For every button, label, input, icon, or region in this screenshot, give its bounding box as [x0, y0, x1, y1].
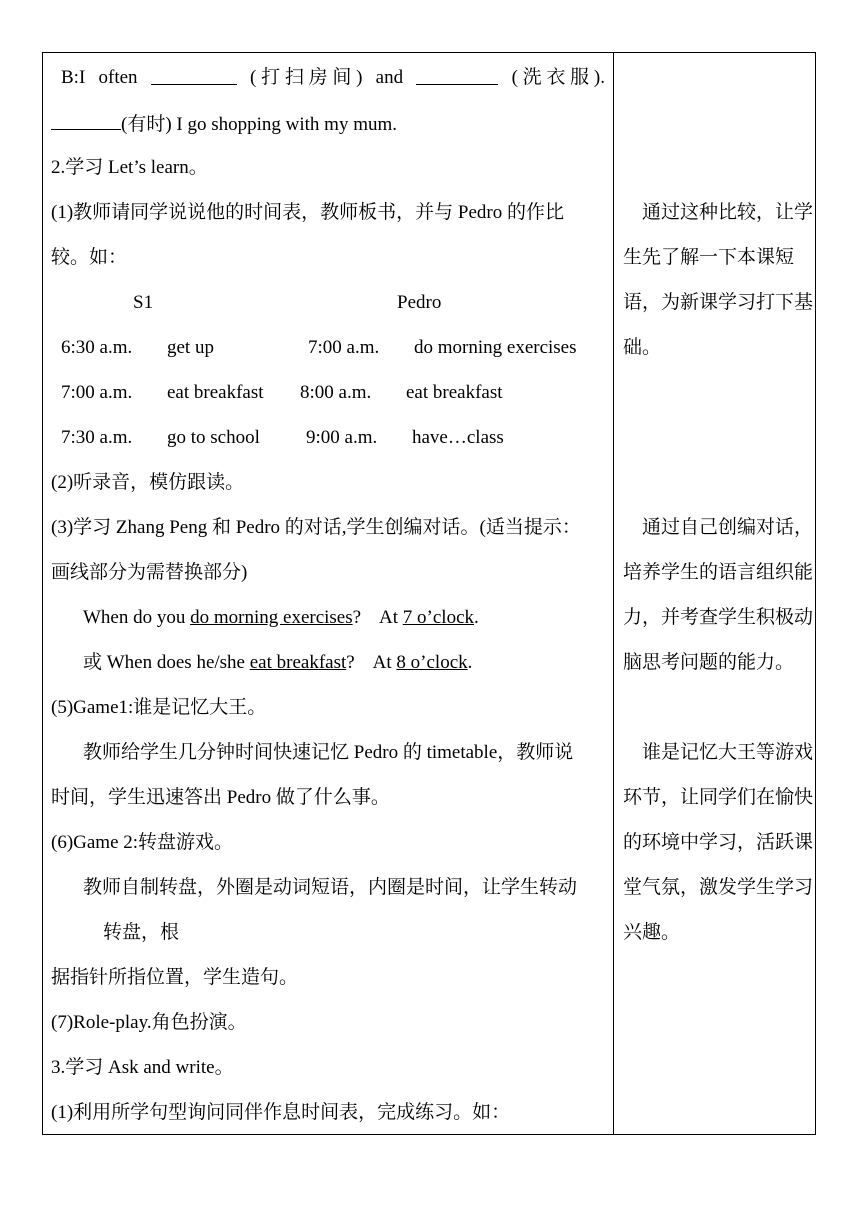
dialog1-mid: ? At [352, 607, 403, 628]
clean-room-hint: ( 打 扫 房 间 ) [250, 67, 363, 88]
p6-line-3: 据指针所指位置，学生造句。 [51, 967, 299, 988]
note-comparison: 通过这种比较，让学生先了解一下本课短语，为新课学习打下基础。 [623, 202, 814, 358]
blank-1 [151, 66, 237, 85]
and-word: and [375, 67, 404, 88]
dialog1-underlined-phrase: do morning exercises [190, 607, 353, 628]
p6-line-2: 转盘，根 [103, 922, 180, 943]
dialog2-pre: 或 When does he/she [83, 652, 250, 673]
dialog-example-2 [83, 651, 472, 675]
dialog-b-line [61, 66, 605, 90]
dialog2-post: . [467, 652, 473, 673]
dialog2-underlined-time: 8 o’clock [396, 652, 468, 673]
p3-line-2: 画线部分为需替换部分) [51, 562, 248, 583]
schedule-row-3-time-1: 7:30 a.m. [61, 427, 133, 448]
schedule-row-2-time-2: 8:00 a.m. [300, 382, 372, 403]
column-divider [613, 53, 614, 1134]
lesson-plan-table [42, 52, 816, 1135]
p5-line-2: 时间，学生迅速答出 Pedro 做了什么事。 [51, 787, 390, 808]
schedule-row-1-time-1: 6:30 a.m. [61, 337, 133, 358]
sometimes-cn: (有时) [121, 114, 172, 135]
dialog2-mid: ? At [346, 652, 397, 673]
often-word: often [98, 67, 138, 88]
schedule-row-2-time-1: 7:00 a.m. [61, 382, 133, 403]
p5-line-1: 教师给学生几分钟时间快速记忆 Pedro 的 timetable，教师说 [83, 742, 574, 763]
p1-line-2: 较。如： [51, 247, 128, 268]
b-prefix: B:I [61, 67, 86, 88]
dialog1-pre: When do you [83, 607, 191, 628]
schedule-row-3-time-2: 9:00 a.m. [306, 427, 378, 448]
sometimes-rest: I go shopping with my mum. [171, 114, 398, 135]
note-games: 谁是记忆大王等游戏环节，让同学们在愉快的环境中学习，活跃课堂气氛，激发学生学习兴趣。 [623, 742, 814, 943]
blank-2 [416, 66, 498, 85]
schedule-row-3-activity-2: have…class [412, 427, 504, 448]
section-3-title: 3.学习 Ask and write。 [51, 1057, 234, 1078]
schedule-row-1-activity-2: do morning exercises [414, 337, 577, 358]
sometimes-line [51, 111, 397, 137]
schedule-row-2-activity-2: eat breakfast [406, 382, 503, 403]
p7-role-play: (7)Role-play.角色扮演。 [51, 1012, 247, 1033]
p6-game2-title: (6)Game 2:转盘游戏。 [51, 832, 234, 853]
p5-game1-title: (5)Game1:谁是记忆大王。 [51, 697, 267, 718]
schedule-row-3-activity-1: go to school [167, 427, 260, 448]
dialog1-underlined-time: 7 o’clock [402, 607, 475, 628]
dialog1-post: . [474, 607, 479, 628]
wash-clothes-hint: ( 洗 衣 服 ). [511, 67, 605, 88]
dialog-example-1 [83, 606, 479, 630]
schedule-head-pedro: Pedro [397, 292, 442, 313]
p6-line-1: 教师自制转盘，外圈是动词短语，内圈是时间，让学生转动 [83, 877, 578, 898]
blank-3 [51, 111, 121, 130]
note-dialog: 通过自己创编对话，培养学生的语言组织能力，并考查学生积极动脑思考问题的能力。 [623, 517, 814, 673]
section-2-title: 2.学习 Let’s learn。 [51, 157, 208, 178]
schedule-head-s1: S1 [133, 292, 154, 313]
p3-line-1: (3)学习 Zhang Peng 和 Pedro 的对话,学生创编对话。(适当提示： [51, 517, 581, 538]
schedule-row-1-activity-1: get up [167, 337, 214, 358]
p1-line-1: (1)教师请同学说说他的时间表，教师板书，并与 Pedro 的作比 [51, 202, 564, 223]
s3-p1: (1)利用所学句型询问同伴作息时间表，完成练习。如： [51, 1102, 511, 1123]
schedule-row-1-time-2: 7:00 a.m. [308, 337, 380, 358]
p2-listen: (2)听录音，模仿跟读。 [51, 472, 245, 493]
schedule-row-2-activity-1: eat breakfast [167, 382, 264, 403]
dialog2-underlined-phrase: eat breakfast [249, 652, 347, 673]
